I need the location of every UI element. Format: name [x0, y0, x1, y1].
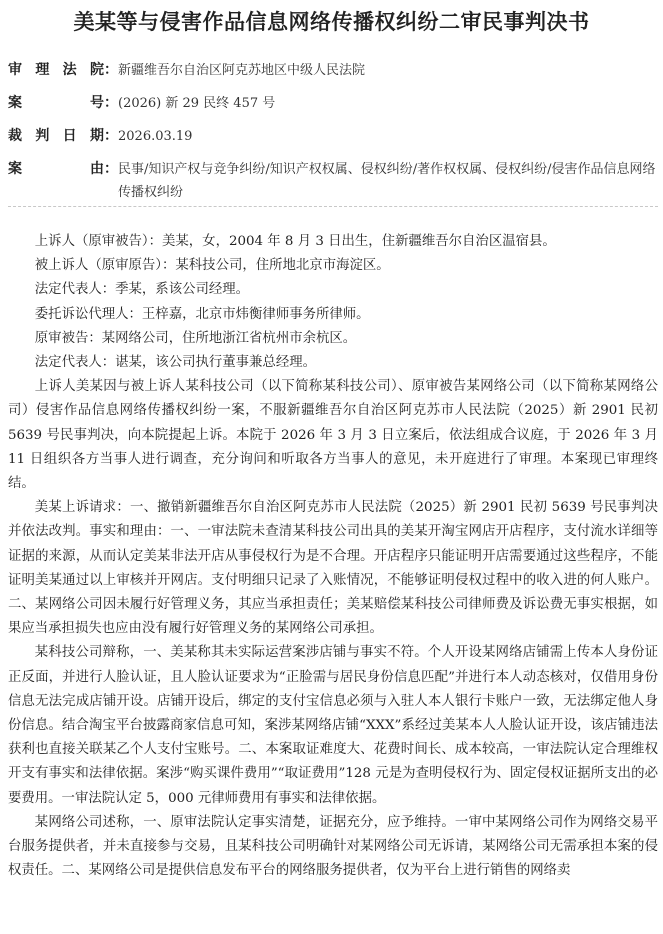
paragraph-agent: 委托诉讼代理人：王梓嘉，北京市炜衡律师事务所律师。: [34, 306, 370, 322]
case-metadata: [8, 59, 658, 214]
section-divider: [8, 206, 658, 207]
meta-label-cause: 案 由：: [8, 161, 118, 177]
meta-row-judgment-date: [8, 125, 658, 148]
meta-value-case-number: (2026) 新 29 民终 457 号: [118, 96, 276, 111]
meta-label-court: 审 理 法 院：: [8, 62, 118, 78]
paragraph-appellee-defense: 某科技公司辩称，一、美某称其未实际运营案涉店铺与事实不符。个人开设某网络店铺需上传本人身份证正反面，并进行人脸认证，且人脸认证要求为“正脸需与居民身份信息匹配”并进行本人动态核对，仅借用身份信息无法完成店铺开设。店铺开设后，绑定的支付宝信息必须与入驻人本人银行卡账户一致，无法绑定他人身份信息。结合淘宝平台披露商家信息可知，案涉某网络店铺“XXX”系经过美某本人人脸认证开设，该店铺违法获利也直接关联某乙个人支付宝账号。二、本案取证难度大、花费时间长、成本较高，一审法院认定合理维权开支有事实和法律依据。案涉“购买课件费用”“取证费用”128 元是为查明侵权行为、固定侵权证据所支出的必要费用。一审法院认定 5，000 元律师费用有事实和法律依据。: [8, 645, 658, 806]
paragraph-case-summary: 上诉人美某因与被上诉人某科技公司（以下简称某科技公司）、原审被告某网络公司（以下简称某网络公司）侵害作品信息网络传播权纠纷一案，不服新疆维吾尔自治区阿克苏市人民法院（2025）新 2901 民初 5639 号民事判决，向本院提起上诉。本院于 2026 年 3 月 3 日立案后，依法组成合议庭，于 2026 年 3 月 11 日组织各方当事人进行调查，充分询问和听取各方当事人的意见，未开庭进行了审理。本案现已审理终结。: [8, 379, 658, 492]
paragraph-original-defendant: 原审被告：某网络公司，住所地浙江省杭州市余杭区。: [34, 330, 357, 346]
meta-label-judgment-date: 裁 判 日 期：: [8, 128, 118, 144]
meta-label-case-number: 案 号：: [8, 95, 118, 111]
meta-row-court: [8, 59, 658, 82]
meta-row-cause: [8, 158, 658, 204]
meta-value-cause: 民事/知识产权与竞争纠纷/知识产权权属、侵权纠纷/著作权权属、侵权纠纷/侵害作品信息网络传播权纠纷: [118, 162, 656, 200]
meta-value-court: 新疆维吾尔自治区阿克苏地区中级人民法院: [118, 63, 366, 78]
paragraph-defendant-representative: 法定代表人：谌某，该公司执行董事兼总经理。: [34, 355, 316, 371]
paragraph-appellee: 被上诉人（原审原告）：某科技公司，住所地北京市海淀区。: [34, 258, 390, 274]
meta-row-case-number: [8, 92, 658, 115]
paragraph-appeal-request: 美某上诉请求：一、撤销新疆维吾尔自治区阿克苏市人民法院（2025）新 2901 民初 5639 号民事判决并依法改判。事实和理由：一、一审法院未查清某科技公司出具的美某开淘宝网店开店程序，支付流水详细等证据的来源，从而认定美某非法开店从事侵权行为是不合理。开店程序只能证明开店需要通过这些程序，不能证明美某通过以上审核并开网店。支付明细只记录了入账情况，不能够证明侵权过程中的收入进的何人账户。二、某网络公司因未履行好管理义务，其应当承担责任；美某赔偿某科技公司律师费及诉讼费无事实根据，如果应当承担损失也应由没有履行好管理义务的某网络公司承担。: [8, 500, 658, 637]
paragraph-appellant: 上诉人（原审被告）：美某，女，2004 年 8 月 3 日出生，住新疆维吾尔自治区温宿县。: [34, 234, 556, 249]
meta-value-judgment-date: 2026.03.19: [118, 129, 193, 144]
document-title: 美某等与侵害作品信息网络传播权纠纷二审民事判决书: [73, 10, 590, 34]
paragraph-defendant-statement: 某网络公司述称，一、原审法院认定事实清楚，证据充分，应予维持。一审中某网络公司作为网络交易平台服务提供者，并未直接参与交易，且某科技公司明确针对某网络公司无诉请，某网络公司无需承担本案的侵权责任。二、某网络公司是提供信息发布平台的网络服务提供者，仅为平台上进行销售的网络卖: [8, 814, 658, 879]
paragraph-appellee-representative: 法定代表人：季某，系该公司经理。: [34, 282, 250, 298]
judgment-body: [8, 230, 658, 883]
